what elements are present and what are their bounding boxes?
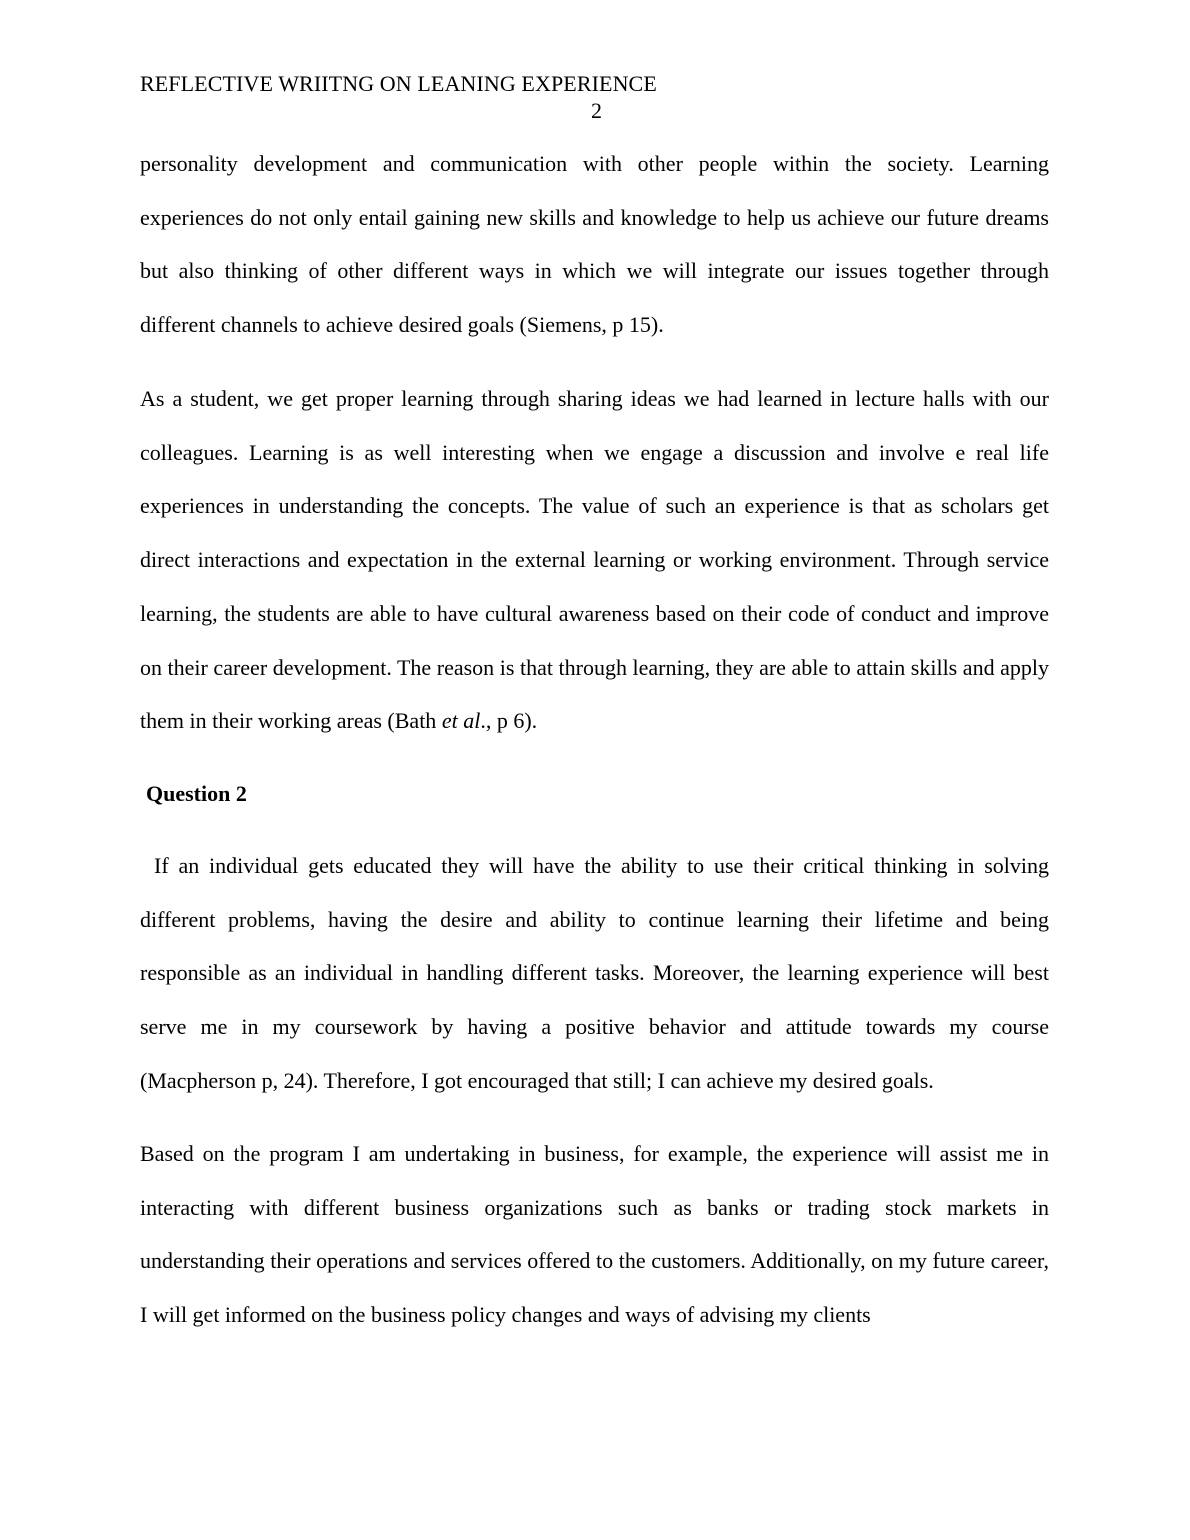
paragraph-3-text: If an individual gets educated they will have the ability to use their critical thinking in solving different problems, having the desire and ability to continue learning their lifetime and being responsible as an individual in handling different tasks. Moreover, the learning experience will best serve me in my coursework by having a positive behavior and attitude towards my course (Macpherson p, 24). Therefore, I got encouraged that still; I can achieve my desired goals.: [140, 853, 1049, 1093]
paragraph-2-citation-end: ., p 6).: [480, 708, 538, 734]
paragraph-2: [140, 372, 1049, 748]
paragraph-2-text: As a student, we get proper learning through sharing ideas we had learned in lecture halls with our colleagues. Learning is as well interesting when we engage a discussion and involve e real life experiences in understanding the concepts. The value of such an experience is that as scholars get direct interactions and expectation in the external learning or working environment. Through service learning, the students are able to have cultural awareness based on their code of conduct and improve on their career development. The reason is that through learning, they are able to attain skills and apply them in their working areas (Bath: [140, 386, 1049, 734]
question-2-heading: Question 2: [146, 781, 247, 806]
paragraph-3: [140, 839, 1049, 1108]
running-head: REFLECTIVE WRIITNG ON LEANING EXPERIENCE: [140, 71, 657, 96]
paragraph-2-italic-citation: et al: [441, 708, 481, 734]
page-number: 2: [591, 98, 602, 123]
paragraph-4: Based on the program I am undertaking in business, for example, the experience will assist me in interacting with different business organizations such as banks or trading stock markets in understanding their operations and services offered to the customers. Additionally, on my future career, I will get informed on the business policy changes and ways of advising my clients: [140, 1141, 1049, 1328]
paragraph-1: personality development and communication with other people within the society. Learning experiences do not only entail gaining new skills and knowledge to help us achieve our future dreams but also thinking of other different ways in which we will integrate our issues together through different channels to achieve desired goals (Siemens, p 15).: [140, 151, 1049, 338]
